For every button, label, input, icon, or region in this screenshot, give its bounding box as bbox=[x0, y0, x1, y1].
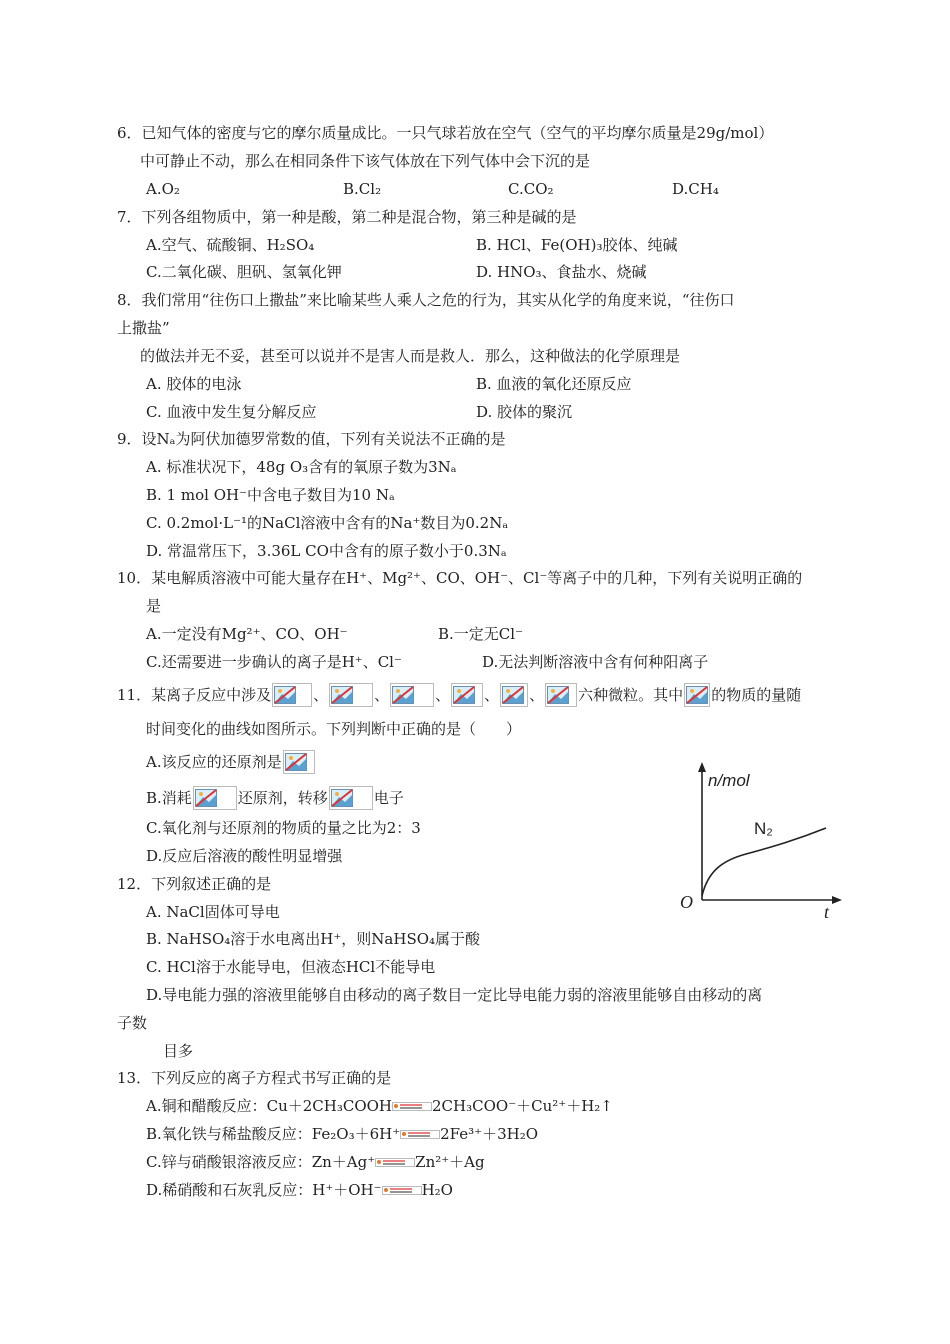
q6-option-c: C.CO₂ bbox=[508, 180, 554, 198]
q8-stem-line3: 的做法并无不妥，甚至可以说并不是害人而是救人．那么，这种做法的化学原理是 bbox=[140, 347, 681, 365]
q11-separator: 、 bbox=[313, 686, 329, 704]
q11-separator: 、 bbox=[529, 686, 545, 704]
image-placeholder-icon bbox=[451, 683, 483, 707]
image-placeholder-icon bbox=[283, 750, 315, 774]
q13-c-left: C.锌与硝酸银溶液反应：Zn＋Ag⁺ bbox=[146, 1153, 376, 1171]
q11-separator: 、 bbox=[484, 686, 500, 704]
q13-stem: 13．下列反应的离子方程式书写正确的是 bbox=[117, 1069, 392, 1087]
q13-b-left: B.氧化铁与稀盐酸反应：Fe₂O₃＋6H⁺ bbox=[146, 1125, 401, 1143]
q13-d-right: H₂O bbox=[421, 1181, 453, 1199]
q11-separator: 、 bbox=[435, 686, 451, 704]
x-axis-label: t bbox=[824, 902, 830, 920]
image-placeholder-icon bbox=[545, 683, 577, 707]
q12-option-c: C. HCl溶于水能导电，但液态HCl不能导电 bbox=[146, 958, 436, 976]
x-axis-arrow-icon bbox=[832, 896, 842, 904]
q11-option-d: D.反应后溶液的酸性明显增强 bbox=[146, 847, 343, 865]
n2-curve bbox=[702, 828, 826, 896]
q10-option-a: A.一定没有Mg²⁺、CO、OH⁻ bbox=[146, 625, 348, 643]
q10-stem-line2: 是 bbox=[146, 597, 162, 615]
q9-option-b: B. 1 mol OH⁻中含电子数目为10 Nₐ bbox=[146, 486, 395, 504]
q8-option-c: C. 血液中发生复分解反应 bbox=[146, 403, 317, 421]
q11-stem-line2: 时间变化的曲线如图所示。下列判断中正确的是（ ） bbox=[146, 720, 522, 738]
q11-option-b bbox=[146, 786, 404, 810]
q11-mid-text: 六种微粒。其中 bbox=[578, 686, 684, 704]
q11-option-b-text: B.消耗 bbox=[146, 789, 192, 807]
q8-stem-line2: 上撒盐” bbox=[117, 319, 170, 337]
q11-stem-line1 bbox=[117, 683, 801, 707]
y-axis-arrow-icon bbox=[698, 762, 706, 772]
image-placeholder-icon bbox=[500, 683, 528, 707]
q13-d-left: D.稀硝酸和石灰乳反应：H⁺＋OH⁻ bbox=[146, 1181, 382, 1199]
image-placeholder-icon bbox=[193, 786, 237, 810]
q11-option-b-mid: 还原剂，转移 bbox=[237, 789, 328, 807]
q10-option-d: D.无法判断溶液中含有何种阳离子 bbox=[482, 653, 709, 671]
q13-option-d bbox=[146, 1180, 453, 1200]
q13-option-b bbox=[146, 1124, 538, 1144]
q11-option-c: C.氧化剂与还原剂的物质的量之比为2：3 bbox=[146, 819, 421, 837]
q12-option-a: A. NaCl固体可导电 bbox=[146, 903, 280, 921]
q8-option-a: A. 胶体的电泳 bbox=[146, 375, 242, 393]
q13-option-a bbox=[146, 1096, 613, 1116]
equals-sign-icon bbox=[382, 1183, 422, 1197]
q6-option-a: A.O₂ bbox=[146, 180, 180, 198]
q6-stem-line2: 中可静止不动，那么在相同条件下该气体放在下列气体中会下沉的是 bbox=[140, 152, 591, 170]
q11-option-a-text: A.该反应的还原剂是 bbox=[146, 753, 282, 771]
equals-sign-icon bbox=[400, 1127, 440, 1141]
q9-option-c: C. 0.2mol·L⁻¹的NaCl溶液中含有的Na⁺数目为0.2Nₐ bbox=[146, 514, 509, 532]
q7-option-c: C.二氧化碳、胆矾、氢氧化钾 bbox=[146, 263, 342, 281]
q11-separator: 、 bbox=[374, 686, 390, 704]
q7-option-b: B. HCl、Fe(OH)₃胶体、纯碱 bbox=[476, 236, 678, 254]
q10-option-b: B.一定无Cl⁻ bbox=[438, 625, 523, 643]
q8-option-b: B. 血液的氧化还原反应 bbox=[476, 375, 632, 393]
q13-a-left: A.铜和醋酸反应：Cu＋2CH₃COOH bbox=[146, 1097, 393, 1115]
q11-tail-text: 的物质的量随 bbox=[711, 686, 802, 704]
image-placeholder-icon bbox=[684, 683, 710, 707]
q7-option-d: D. HNO₃、食盐水、烧碱 bbox=[476, 263, 647, 281]
q6-option-d: D.CH₄ bbox=[672, 180, 719, 198]
image-placeholder-icon bbox=[272, 683, 312, 707]
q10-option-c: C.还需要进一步确认的离子是H⁺、Cl⁻ bbox=[146, 653, 402, 671]
y-axis-label: n/mol bbox=[708, 771, 750, 790]
q13-a-right: 2CH₃COO⁻＋Cu²⁺＋H₂↑ bbox=[432, 1097, 613, 1115]
q10-stem-line1: 10．某电解质溶液中可能大量存在H⁺、Mg²⁺、CO、OH⁻、Cl⁻等离子中的几种，下列有关说明正确的 bbox=[117, 569, 803, 587]
q12-option-d-line1: D.导电能力强的溶液里能够自由移动的离子数目一定比导电能力弱的溶液里能够自由移动的离 bbox=[146, 986, 763, 1004]
q6-stem-line1: 6．已知气体的密度与它的摩尔质量成比。一只气球若放在空气（空气的平均摩尔质量是29g/mol） bbox=[117, 124, 774, 142]
q7-option-a: A.空气、硫酸铜、H₂SO₄ bbox=[146, 236, 315, 254]
q9-stem: 9．设Nₐ为阿伏加德罗常数的值，下列有关说法不正确的是 bbox=[117, 430, 506, 448]
q13-b-right: 2Fe³⁺＋3H₂O bbox=[440, 1125, 538, 1143]
q12-option-d-line3: 目多 bbox=[163, 1042, 194, 1060]
q12-option-d-line2: 子数 bbox=[117, 1014, 148, 1032]
q12-stem: 12．下列叙述正确的是 bbox=[117, 875, 272, 893]
q13-c-right: Zn²⁺＋Ag bbox=[415, 1153, 485, 1171]
origin-label: O bbox=[680, 892, 693, 912]
equals-sign-icon bbox=[392, 1099, 432, 1113]
q13-option-c bbox=[146, 1152, 485, 1172]
n-vs-t-graph bbox=[676, 758, 848, 920]
curve-label: N₂ bbox=[754, 819, 773, 838]
image-placeholder-icon bbox=[329, 786, 373, 810]
q8-option-d: D. 胶体的聚沉 bbox=[476, 403, 573, 421]
q9-option-a: A. 标准状况下，48g O₃含有的氧原子数为3Nₐ bbox=[146, 458, 457, 476]
q9-option-d: D. 常温常压下，3.36L CO中含有的原子数小于0.3Nₐ bbox=[146, 542, 507, 560]
q6-option-b: B.Cl₂ bbox=[343, 180, 382, 198]
q7-stem: 7．下列各组物质中，第一种是酸，第二种是混合物，第三种是碱的是 bbox=[117, 208, 577, 226]
image-placeholder-icon bbox=[390, 683, 434, 707]
q8-stem-line1: 8．我们常用“往伤口上撒盐”来比喻某些人乘人之危的行为，其实从化学的角度来说，“往伤口 bbox=[117, 291, 735, 309]
image-placeholder-icon bbox=[329, 683, 373, 707]
q11-option-a bbox=[146, 750, 316, 774]
q12-option-b: B. NaHSO₄溶于水电离出H⁺，则NaHSO₄属于酸 bbox=[146, 930, 481, 948]
q11-option-b-post: 电子 bbox=[373, 789, 404, 807]
q11-lead-text: 11．某离子反应中涉及 bbox=[117, 686, 272, 704]
equals-sign-icon bbox=[375, 1155, 415, 1169]
